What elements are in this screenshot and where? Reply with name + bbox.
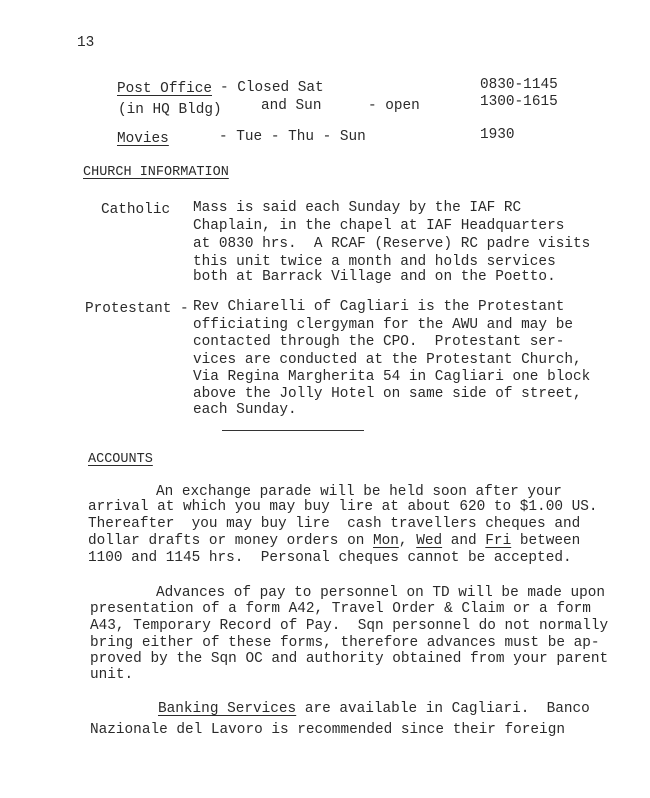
protestant-line: above the Jolly Hotel on same side of street, (193, 386, 582, 402)
accounts-para1-line (88, 532, 580, 550)
banking-line: Nazionale del Lavoro is recommended since their foreign (90, 722, 565, 738)
accounts-heading: ACCOUNTS (88, 452, 153, 467)
catholic-line: Mass is said each Sunday by the IAF RC (193, 200, 522, 216)
post-office-open: - open (368, 98, 420, 114)
protestant-line: officiating clergyman for the AWU and may be (193, 317, 573, 333)
post-office-label: Post Office (117, 81, 212, 97)
post-office-sublabel: (in HQ Bldg) (118, 102, 222, 118)
protestant-line: Rev Chiarelli of Cagliari is the Protestant (193, 299, 565, 315)
protestant-label: Protestant - (85, 301, 189, 317)
page-number: 13 (77, 35, 95, 51)
day-wednesday: Wed (416, 533, 443, 549)
section-divider (222, 430, 364, 431)
catholic-line: Chaplain, in the chapel at IAF Headquarters (193, 218, 565, 234)
banking-text: are available in Cagliari. Banco (296, 701, 590, 717)
post-office-closed: - Closed Sat (220, 80, 324, 96)
accounts-para2-line: proved by the Sqn OC and authority obtained from your parent (90, 651, 609, 667)
accounts-para1-text: , (398, 533, 417, 549)
accounts-para2-line: unit. (90, 667, 134, 683)
day-friday: Fri (485, 533, 512, 549)
post-office-and-sun: and Sun (261, 98, 322, 114)
accounts-para1-line: arrival at which you may buy lire at about 620 to $1.00 US. (88, 499, 598, 515)
movies-days: - Tue - Thu - Sun (219, 129, 366, 145)
accounts-para1-text: dollar drafts or money orders on (88, 533, 373, 549)
movies-time: 1930 (480, 127, 515, 143)
church-heading: CHURCH INFORMATION (83, 165, 229, 180)
protestant-line: Via Regina Margherita 54 in Cagliari one block (193, 369, 591, 385)
banking-line (158, 700, 590, 718)
accounts-para1-text: between (511, 533, 581, 549)
accounts-para2-line: Advances of pay to personnel on TD will be made upon (156, 585, 606, 601)
accounts-para2-line: A43, Temporary Record of Pay. Sqn personnel do not normally (90, 618, 609, 634)
accounts-para1-line: An exchange parade will be held soon after your (156, 484, 562, 500)
protestant-line: contacted through the CPO. Protestant ser- (193, 334, 565, 350)
protestant-line: each Sunday. (193, 402, 297, 418)
day-monday: Mon (372, 533, 399, 549)
post-office-time-2: 1300-1615 (480, 94, 558, 110)
catholic-label: Catholic (101, 202, 171, 218)
catholic-line: this unit twice a month and holds services (193, 254, 556, 270)
accounts-para1-line: Thereafter you may buy lire cash travellers cheques and (88, 516, 581, 532)
catholic-line: at 0830 hrs. A RCAF (Reserve) RC padre visits (193, 236, 591, 252)
protestant-line: vices are conducted at the Protestant Church, (193, 352, 582, 368)
accounts-para1-line: 1100 and 1145 hrs. Personal cheques cannot be accepted. (88, 550, 572, 566)
post-office-time-1: 0830-1145 (480, 77, 558, 93)
accounts-para2-line: presentation of a form A42, Travel Order & Claim or a form (90, 601, 591, 617)
catholic-line: both at Barrack Village and on the Poetto. (193, 269, 556, 285)
movies-label: Movies (117, 131, 169, 147)
accounts-para2-line: bring either of these forms, therefore advances must be ap- (90, 635, 600, 651)
accounts-para1-text: and (442, 533, 486, 549)
banking-services-title: Banking Services (158, 701, 297, 717)
